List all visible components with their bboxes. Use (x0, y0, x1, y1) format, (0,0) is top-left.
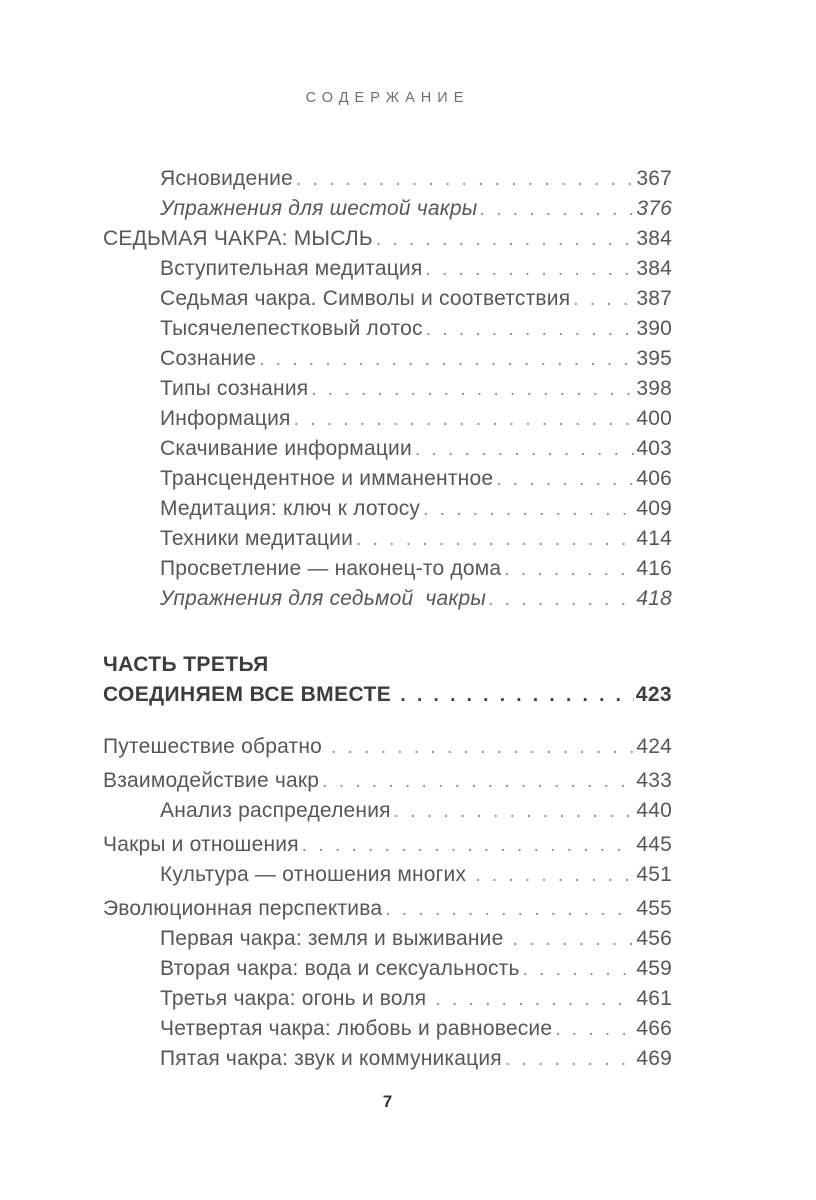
toc-entry (103, 732, 672, 762)
toc-entry-label: Седьмая чакра. Символы и соответствия (160, 287, 571, 310)
toc-entry-dots-leader (480, 195, 634, 225)
toc-entry-label: Первая чакра: земля и выживание (160, 927, 510, 950)
toc-entry-page-number: 455 (636, 897, 672, 920)
toc-entry-dots-leader (573, 285, 634, 315)
toc-entry-label: Сознание (160, 347, 257, 370)
toc-entry-label: Тысячелепестковый лотос (160, 317, 423, 340)
toc-entry (103, 680, 672, 710)
toc-entry (103, 650, 672, 680)
toc-entry-label: Трансцендентное и имманентное (160, 467, 494, 490)
toc-entry-dots-leader (423, 495, 634, 525)
toc-entry-dots-leader (504, 555, 634, 585)
toc-entry (103, 984, 672, 1014)
toc-entry-page-number: 466 (636, 1017, 672, 1040)
footer-page-number: 7 (382, 1092, 393, 1111)
toc-entry (103, 314, 672, 344)
toc-entry (103, 284, 672, 314)
toc-entry (103, 194, 672, 224)
toc-entry (103, 254, 672, 284)
toc-entry-page-number: 418 (636, 587, 672, 610)
toc-entry-dots-leader (435, 985, 634, 1015)
toc-entry-dots-leader (376, 225, 635, 255)
toc-entry-dots-leader (555, 1015, 634, 1045)
toc-entry (103, 766, 672, 796)
toc-entry-label: СЕДЬМАЯ ЧАКРА: МЫСЛЬ (103, 227, 373, 250)
toc-entry-label: Скачивание информации (160, 437, 412, 460)
toc-entry-label: Просветление — наконец-то дома (160, 557, 502, 580)
toc-content-block (103, 0, 672, 1113)
toc-entry (103, 374, 672, 404)
toc-entry-page-number: 445 (636, 833, 672, 856)
toc-entry-label: Упражнения для седьмой чакры (160, 587, 486, 610)
toc-entry-label: Типы сознания (160, 377, 309, 400)
toc-entry-label: Пятая чакра: звук и коммуникация (160, 1047, 502, 1070)
toc-entry (103, 830, 672, 860)
toc-entry (103, 434, 672, 464)
toc-entry-label: Третья чакра: огонь и воля (160, 987, 433, 1010)
toc-entry-label: Вступительная медитация (160, 257, 423, 280)
toc-entry (103, 924, 672, 954)
toc-entry (103, 224, 672, 254)
toc-entry-page-number: 384 (636, 227, 672, 250)
toc-entry-dots-leader (513, 925, 635, 955)
toc-entry (103, 524, 672, 554)
toc-entry (103, 344, 672, 374)
toc-entry (103, 894, 672, 924)
toc-entry-label: Эволюционная перспектива (103, 897, 383, 920)
toc-entry-label: Путешествие обратно (103, 735, 329, 758)
toc-entry-dots-leader (475, 861, 634, 891)
toc-entry-dots-leader (415, 435, 634, 465)
toc-entry-label: Культура — отношения многих (160, 863, 473, 886)
toc-entry-label: Ясновидение (160, 167, 293, 190)
toc-entry-dots-leader (394, 797, 635, 827)
toc-entry-dots-leader (296, 165, 634, 195)
toc-entry-page-number: 406 (636, 467, 672, 490)
toc-entry-page-number: 390 (636, 317, 672, 340)
toc-entry-dots-leader (489, 585, 634, 615)
toc-entry-page-number: 376 (636, 197, 672, 220)
toc-entry-page-number: 433 (636, 769, 672, 792)
toc-entry-dots-leader (302, 831, 635, 861)
toc-entry-page-number: 367 (636, 167, 672, 190)
toc-entry (103, 1044, 672, 1074)
toc-entry-label: ЧАСТЬ ТРЕТЬЯ (103, 653, 269, 676)
toc-entry-page-number: 414 (636, 527, 672, 550)
toc-entry (103, 584, 672, 614)
toc-entry (103, 860, 672, 890)
toc-entry-dots-leader (496, 465, 634, 495)
toc-entry-dots-leader (426, 315, 635, 345)
toc-entry-dots-leader (523, 955, 635, 985)
toc-entry-dots-leader (331, 733, 634, 763)
toc-entry-page-number: 403 (636, 437, 672, 460)
toc-entry-page-number: 451 (636, 863, 672, 886)
toc-entry-label: Четвертая чакра: любовь и равновесие (160, 1017, 553, 1040)
toc-entry-page-number: 395 (636, 347, 672, 370)
toc-entry-page-number: 456 (636, 927, 672, 950)
toc-entry-page-number: 416 (636, 557, 672, 580)
toc-entry-page-number: 384 (636, 257, 672, 280)
toc-entry-dots-leader (322, 767, 634, 797)
toc-entry-dots-leader (505, 1045, 634, 1075)
toc-entry-label: Информация (160, 407, 291, 430)
toc-entry (103, 494, 672, 524)
toc-entry-page-number: 409 (636, 497, 672, 520)
toc-entry (103, 464, 672, 494)
toc-entry-page-number: 469 (636, 1047, 672, 1070)
toc-entry (103, 554, 672, 584)
page-title: СОДЕРЖАНИЕ (305, 90, 470, 106)
toc-entry-page-number: 398 (636, 377, 672, 400)
toc-entry (103, 954, 672, 984)
toc-entry-label: Взаимодействие чакр (103, 769, 320, 792)
toc-entry-dots-leader (425, 255, 634, 285)
toc-entry (103, 1014, 672, 1044)
toc-entry (103, 404, 672, 434)
toc-entry-label: Медитация: ключ к лотосу (160, 497, 421, 520)
toc-entry-label: Анализ распределения (160, 799, 391, 822)
toc-entry (103, 164, 672, 194)
toc-entry-label: Техники медитации (160, 527, 354, 550)
toc-entry-dots-leader (385, 895, 634, 925)
toc-entry-dots-leader (356, 525, 634, 555)
toc-entry-page-number: 400 (636, 407, 672, 430)
toc-entry-label: Вторая чакра: вода и сексуальность (160, 957, 520, 980)
toc-entry-dots-leader (294, 405, 635, 435)
toc-entry-page-number: 424 (636, 735, 672, 758)
toc-entry (103, 796, 672, 826)
toc-entry-dots-leader (259, 345, 634, 375)
toc-entry-page-number: 459 (636, 957, 672, 980)
toc-entry-dots-leader (400, 681, 633, 711)
toc-entry-page-number: 387 (636, 287, 672, 310)
toc-list (103, 164, 672, 1074)
toc-entry-dots-leader (311, 375, 634, 405)
toc-entry-page-number: 440 (636, 799, 672, 822)
toc-entry-page-number: 423 (635, 683, 672, 706)
toc-entry-label: Чакры и отношения (103, 833, 299, 856)
toc-entry-label: Упражнения для шестой чакры (160, 197, 478, 220)
toc-entry-label: СОЕДИНЯЕМ ВСЕ ВМЕСТЕ (103, 683, 398, 706)
toc-entry-page-number: 461 (636, 987, 672, 1010)
